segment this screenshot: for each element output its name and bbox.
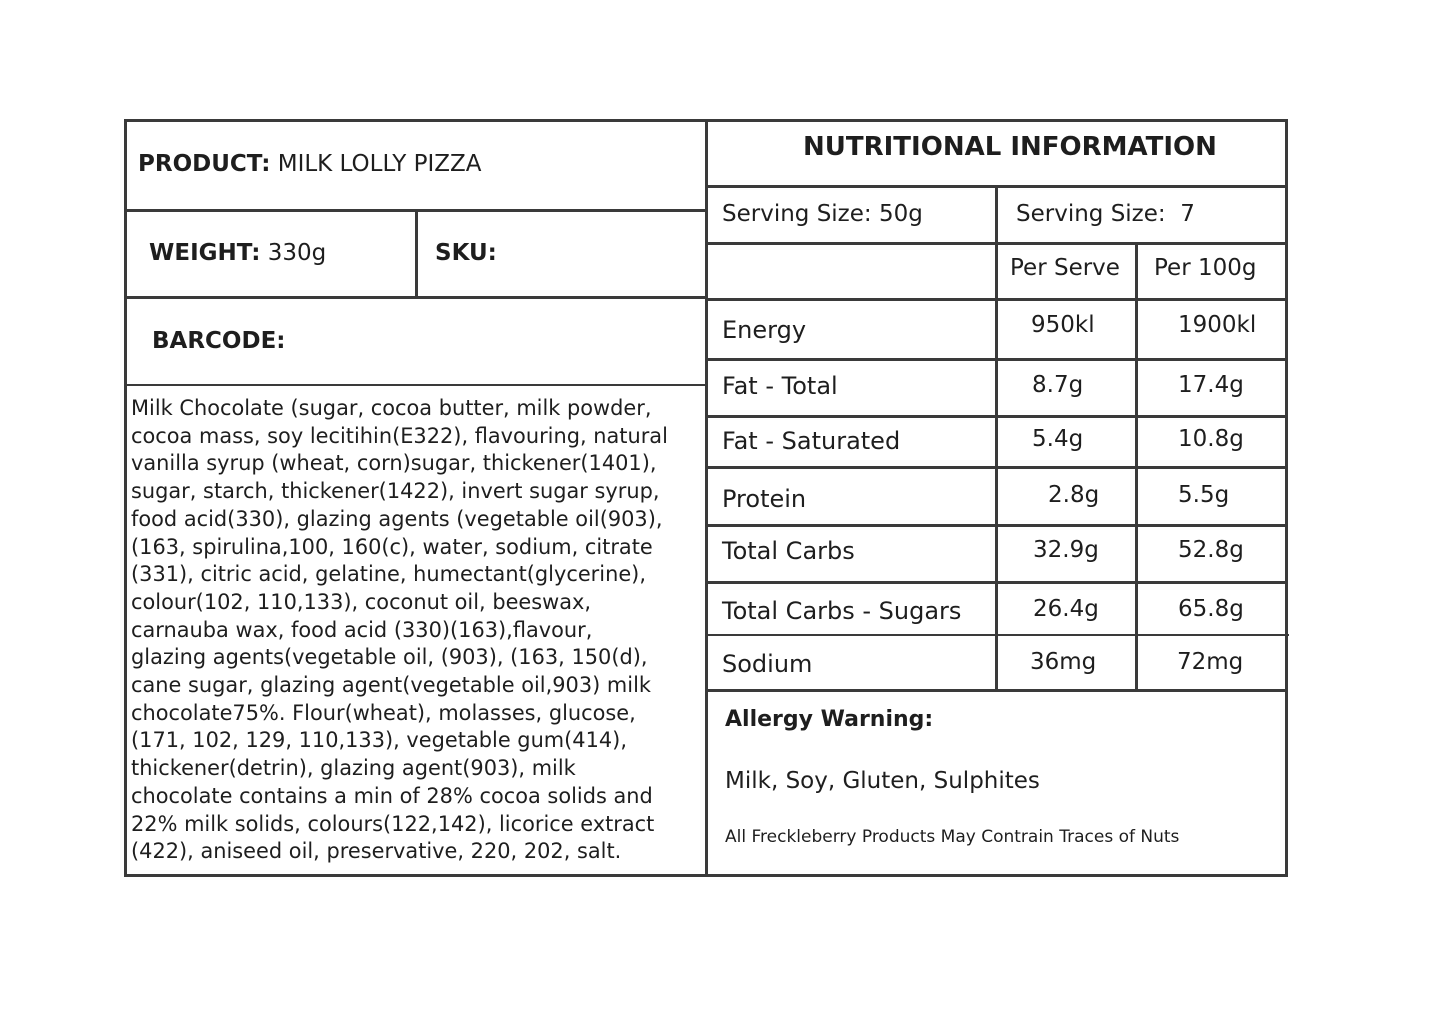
- right-rule-9: [707, 634, 1289, 636]
- ingredient-line: Milk Chocolate (sugar, cocoa butter, milk powder,: [131, 396, 652, 420]
- weight-value: 330g: [267, 240, 327, 266]
- barcode-label: BARCODE:: [152, 328, 286, 354]
- product-name: MILK LOLLY PIZZA: [277, 151, 482, 177]
- nutrient-name: Protein: [722, 485, 807, 513]
- nutrient-per-100g: 17.4g: [1178, 372, 1244, 398]
- ingredient-line: food acid(330), glazing agents (vegetable oil(903),: [131, 506, 663, 531]
- ingredients-list: [131, 395, 706, 866]
- ingredient-line: thickener(detrin), glazing agent(903), milk: [131, 756, 576, 781]
- allergen-list: Milk, Soy, Gluten, Sulphites: [725, 768, 1040, 794]
- ingredient-line: (171, 102, 129, 110,133), vegetable gum(414),: [131, 728, 627, 753]
- col-header-per-serve: Per Serve: [1010, 255, 1120, 281]
- nutrient-per-100g: 1900kl: [1178, 312, 1257, 338]
- nutrient-per-100g: 52.8g: [1178, 537, 1244, 563]
- nutrient-name: Total Carbs - Sugars: [722, 597, 962, 625]
- servings-per-pack: Serving Size: 7: [1016, 201, 1195, 227]
- nutrient-name: Sodium: [722, 650, 813, 678]
- ingredient-line: cane sugar, glazing agent(vegetable oil,903) milk: [131, 673, 651, 698]
- ingredient-line: (331), citric acid, gelatine, humectant(glycerine),: [131, 562, 646, 587]
- ingredient-line: vanilla syrup (wheat, corn)sugar, thickener(1401),: [131, 451, 657, 476]
- ingredient-line: chocolate contains a min of 28% cocoa solids and: [131, 783, 653, 808]
- nutrient-per-serve: 26.4g: [1033, 596, 1099, 622]
- nutrient-name: Energy: [722, 316, 807, 344]
- nutrient-per-serve: 5.4g: [1032, 426, 1084, 452]
- border-left: [124, 119, 127, 877]
- nutrient-per-100g: 65.8g: [1178, 596, 1244, 622]
- nutrient-per-serve: 36mg: [1030, 649, 1097, 675]
- allergy-title: Allergy Warning:: [725, 707, 934, 732]
- nutrition-title: NUTRITIONAL INFORMATION: [803, 132, 1217, 162]
- nut-traces-note: All Freckleberry Products May Contrain Traces of Nuts: [725, 827, 1180, 847]
- nutrient-name: Total Carbs: [722, 537, 855, 565]
- nutrient-name: Fat - Total: [722, 372, 838, 400]
- ingredient-line: 22% milk solids, colours(122,142), licorice extract: [131, 811, 655, 836]
- sku-label: SKU:: [435, 240, 497, 266]
- weight-sku-divider: [415, 210, 418, 298]
- nutrient-per-serve: 950kl: [1031, 312, 1095, 338]
- ingredient-line: carnauba wax, food acid (330)(163),flavour,: [131, 617, 593, 642]
- nutrient-per-serve: 32.9g: [1033, 537, 1099, 563]
- nutrient-per-100g: 5.5g: [1178, 482, 1230, 508]
- left-rule-3: [126, 384, 707, 386]
- ingredient-line: chocolate75%. Flour(wheat), molasses, glucose,: [131, 700, 636, 725]
- ingredient-line: glazing agents(vegetable oil, (903), (163, 150(d),: [131, 645, 648, 670]
- nutrient-per-serve: 8.7g: [1032, 372, 1084, 398]
- nutrient-per-100g: 10.8g: [1178, 426, 1244, 452]
- product-label: PRODUCT:: [138, 151, 271, 177]
- product-row: [138, 153, 481, 176]
- nutrient-per-100g: 72mg: [1177, 649, 1244, 675]
- ingredient-line: cocoa mass, soy lecitihin(E322), flavouring, natural: [131, 423, 668, 448]
- ingredient-line: sugar, starch, thickener(1422), invert sugar syrup,: [131, 479, 660, 504]
- weight-label: WEIGHT:: [149, 240, 261, 266]
- nutrition-col-divider-2: [1135, 243, 1138, 691]
- ingredient-line: colour(102, 110,133), coconut oil, beeswax,: [131, 589, 592, 614]
- border-right: [1285, 121, 1288, 877]
- nutrient-per-serve: 2.8g: [1048, 482, 1100, 508]
- serving-size: Serving Size: 50g: [722, 201, 923, 227]
- ingredient-line: (422), aniseed oil, preservative, 220, 202, salt.: [131, 839, 622, 864]
- weight-row: [149, 242, 326, 265]
- nutrition-col-divider-1: [995, 186, 998, 691]
- ingredient-line: (163, spirulina,100, 160(c), water, sodium, citrate: [131, 534, 653, 559]
- col-header-per-100g: Per 100g: [1154, 255, 1257, 281]
- nutrient-name: Fat - Saturated: [722, 427, 901, 455]
